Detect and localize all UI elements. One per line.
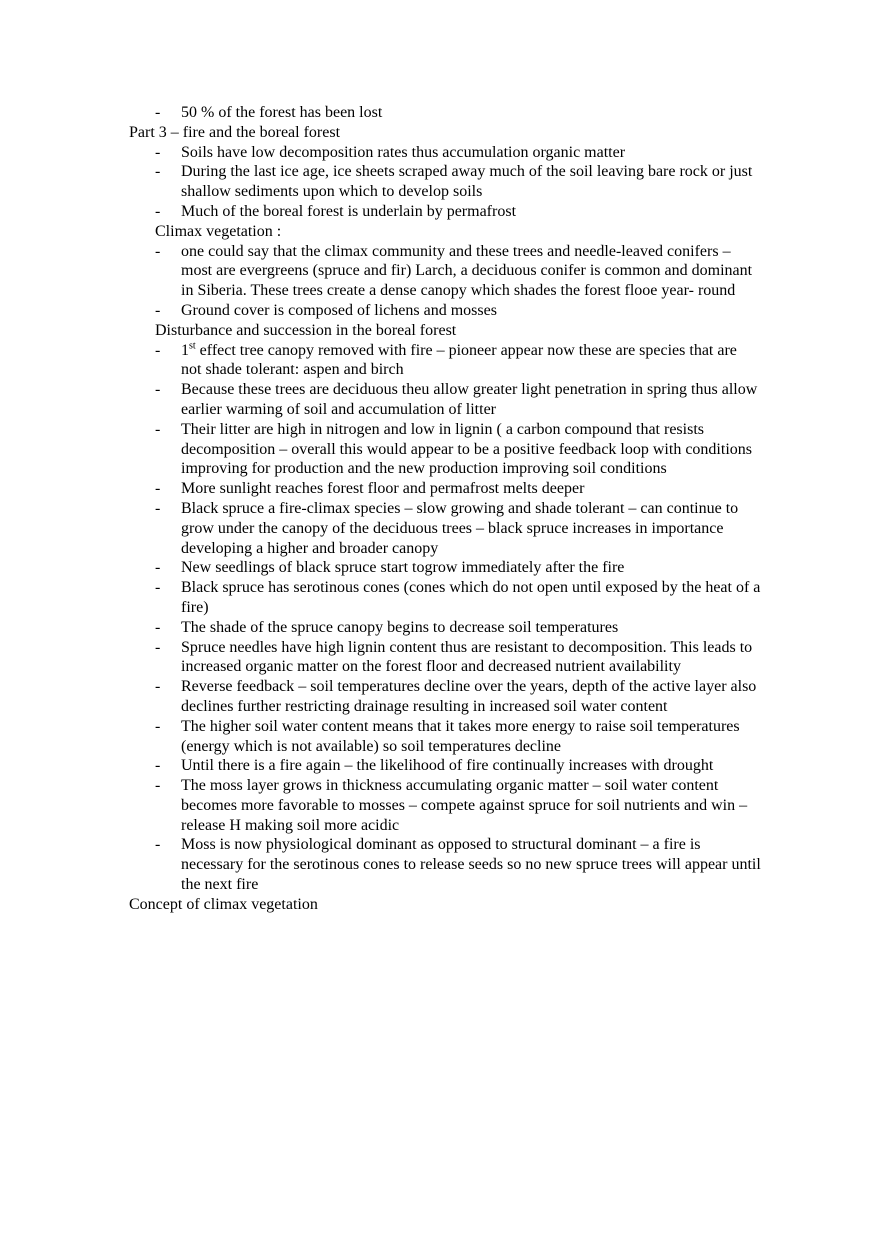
list-item: [0, 103, 761, 123]
bullet-dash: -: [155, 143, 161, 161]
list-item: [0, 341, 761, 381]
list-item-text: Black spruce a fire-climax species – slow growing and shade tolerant – can continue to grow under the canopy of the deciduous trees – black spruce increases in importance developing a higher and broader canopy: [181, 499, 739, 557]
bullet-dash: -: [155, 163, 161, 181]
list-item-text: Because these trees are deciduous theu allow greater light penetration in spring thus allow earlier warming of soil and accumulation of litter: [181, 381, 758, 418]
bullet-dash: -: [155, 777, 161, 795]
climax-vegetation-subheading: Climax vegetation :: [155, 222, 282, 240]
list-item-text: Spruce needles have high lignin content thus are resistant to decomposition. This leads to increased organic matter on the forest floor and decreased nutrient availability: [181, 638, 753, 676]
list-item: [0, 301, 761, 321]
list-item-text: effect tree canopy removed with fire – pioneer appear now these are species that are not shade tolerant: aspen and birch: [181, 341, 737, 379]
bullet-dash: -: [155, 202, 161, 220]
list-item: [0, 835, 761, 894]
ordinal-number: 1: [181, 341, 189, 359]
bullet-dash: -: [155, 480, 161, 498]
bullet-dash: -: [155, 579, 161, 597]
list-item-text: The shade of the spruce canopy begins to decrease soil temperatures: [181, 618, 619, 636]
list-item: [0, 380, 761, 420]
bullet-dash: -: [155, 559, 161, 577]
bullet-dash: -: [155, 757, 161, 775]
list-item: [0, 499, 761, 558]
bullet-dash: -: [155, 618, 161, 636]
list-item-text: Black spruce has serotinous cones (cones which do not open until exposed by the heat of a fire): [181, 579, 761, 616]
bullet-dash: -: [155, 836, 161, 854]
list-item: [0, 143, 761, 163]
list-item: [0, 638, 761, 678]
list-item: [0, 162, 761, 202]
ordinal-suffix: st: [189, 340, 196, 352]
list-item: [0, 202, 761, 222]
list-item: [0, 756, 761, 776]
bullet-dash: -: [155, 717, 161, 735]
document-page: [0, 103, 880, 915]
bullet-dash: -: [155, 341, 161, 359]
list-item-text: Soils have low decomposition rates thus accumulation organic matter: [181, 143, 626, 161]
list-item-text: More sunlight reaches forest floor and permafrost melts deeper: [181, 480, 585, 498]
list-item-text: Their litter are high in nitrogen and low in lignin ( a carbon compound that resists decomposition – overall this would appear to be a positive feedback loop with conditions improving for production and the new production improving soil conditions: [181, 420, 752, 478]
list-item-text: Ground cover is composed of lichens and mosses: [181, 301, 497, 319]
bullet-dash: -: [155, 104, 161, 121]
list-item-text: Much of the boreal forest is underlain by permafrost: [181, 202, 517, 220]
list-item: [0, 618, 761, 638]
list-item-text: During the last ice age, ice sheets scraped away much of the soil leaving bare rock or just shallow sediments upon which to develop soils: [181, 163, 753, 201]
list-item: [0, 677, 761, 717]
bullet-dash: -: [155, 638, 161, 656]
list-item: [0, 578, 761, 618]
part3-heading: Part 3 – fire and the boreal forest: [129, 123, 341, 141]
list-item-text: The higher soil water content means that it takes more energy to raise soil temperatures (energy which is not available) so soil temperatures decline: [181, 717, 740, 755]
list-item: [0, 479, 761, 499]
bullet-dash: -: [155, 301, 161, 319]
bullet-dash: -: [155, 499, 161, 517]
list-item-text: New seedlings of black spruce start togrow immediately after the fire: [181, 559, 625, 577]
list-item-text: Until there is a fire again – the likelihood of fire continually increases with drought: [181, 757, 714, 775]
bullet-dash: -: [155, 242, 161, 260]
bullet-dash: -: [155, 420, 161, 438]
climax-concept-heading: Concept of climax vegetation: [129, 895, 318, 913]
list-item: [0, 776, 761, 835]
list-item-text: The moss layer grows in thickness accumulating organic matter – soil water content becomes more favorable to mosses – compete against spruce for soil nutrients and win – release H making soil more acidic: [181, 777, 748, 834]
list-item-text: 50 % of the forest has been lost: [181, 104, 383, 121]
disturbance-subheading: Disturbance and succession in the boreal forest: [155, 321, 457, 339]
list-item-text: Moss is now physiological dominant as opposed to structural dominant – a fire is necessary for the serotinous cones to release seeds so no new spruce trees will appear until the next fire: [181, 836, 761, 894]
list-item: [0, 558, 761, 578]
bullet-dash: -: [155, 678, 161, 696]
list-item-text: one could say that the climax community and these trees and needle-leaved conifers – most are evergreens (spruce and fir) Larch, a deciduous conifer is common and dominant in Siberia. These trees create a dense canopy which shades the forest flooe year- round: [181, 242, 753, 300]
list-item: [0, 717, 761, 757]
list-item-text: Reverse feedback – soil temperatures decline over the years, depth of the active layer also declines further restricting drainage resulting in increased soil water content: [181, 678, 757, 715]
bullet-dash: -: [155, 381, 161, 399]
list-item: [0, 242, 761, 301]
list-item: [0, 420, 761, 479]
